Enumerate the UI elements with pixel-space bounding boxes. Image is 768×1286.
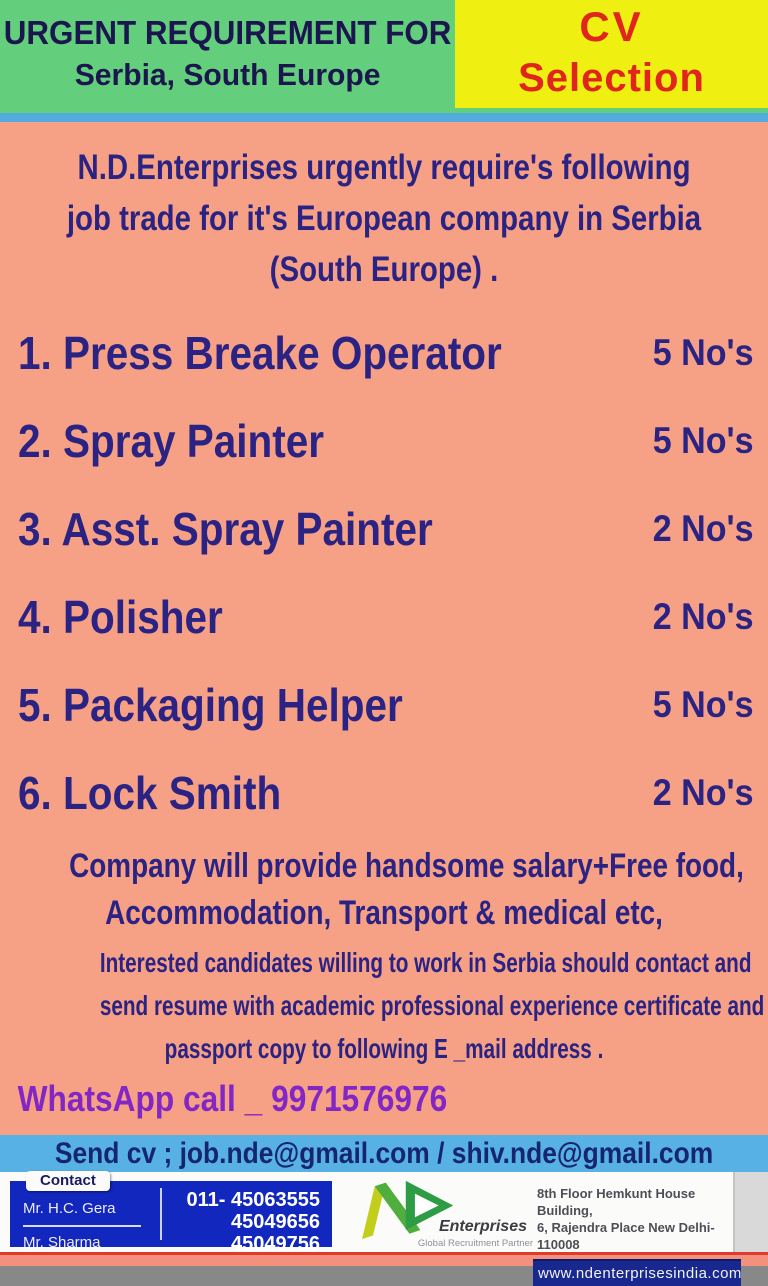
blue-divider — [0, 113, 768, 122]
intro-line-1: N.D.Enterprises urgently require's following — [77, 148, 691, 187]
address-block — [537, 1172, 742, 1282]
job-title: 3. Asst. Spray Painter — [18, 503, 433, 555]
instructions-line-2: send resume with academic professional experience certificate and — [99, 990, 765, 1021]
website-banner: www.ndenterprisesindia.com — [533, 1259, 741, 1286]
job-row — [0, 573, 768, 661]
name-divider — [23, 1225, 141, 1227]
job-row — [0, 749, 768, 837]
phone-number-3: 45049756 — [231, 1233, 320, 1255]
job-row — [0, 309, 768, 397]
poster-body — [0, 122, 768, 1135]
logo-company-name: Enterprises — [438, 1218, 527, 1235]
job-count: 2 No's — [653, 508, 754, 549]
header-subtitle: Serbia, South Europe — [74, 57, 381, 92]
contact-tab-label: Contact — [26, 1171, 110, 1191]
selection-label: Selection — [518, 56, 705, 100]
job-count: 2 No's — [653, 596, 754, 637]
benefits-text — [0, 843, 768, 937]
job-count: 5 No's — [653, 420, 754, 461]
contact-name-2: Mr. Sharma — [23, 1234, 101, 1251]
job-title: 4. Polisher — [18, 591, 223, 643]
application-instructions — [0, 941, 768, 1070]
job-title: 5. Packaging Helper — [18, 679, 403, 731]
header-title-block — [0, 0, 455, 106]
intro-line-3: (South Europe) . — [269, 250, 499, 289]
job-title: 2. Spray Painter — [18, 415, 324, 467]
whatsapp-contact-line: WhatsApp call _ 9971576976 — [17, 1078, 448, 1119]
benefits-line-2: Accommodation, Transport & medical etc, — [105, 894, 663, 932]
job-title: 1. Press Breake Operator — [18, 327, 502, 379]
instructions-line-3: passport copy to following E _mail address . — [164, 1033, 604, 1064]
address-line-2: 6, Rajendra Place New Delhi-110008 — [537, 1220, 715, 1252]
header-title: URGENT REQUIREMENT FOR — [3, 14, 452, 51]
contact-phones — [160, 1188, 332, 1255]
phone-number-1: 011- 45063555 — [186, 1189, 320, 1211]
contact-name-1: Mr. H.C. Gera — [23, 1200, 116, 1217]
contact-card — [10, 1172, 332, 1255]
footer — [0, 1172, 768, 1282]
send-cv-email-line: Send cv ; job.nde@gmail.com / shiv.nde@gmail.com — [54, 1136, 714, 1170]
intro-text — [0, 122, 768, 295]
job-row — [0, 485, 768, 573]
job-count: 5 No's — [653, 332, 754, 373]
job-count: 2 No's — [653, 772, 754, 813]
logo-tagline: Global Recruitment Partner — [417, 1238, 533, 1249]
job-list — [0, 309, 768, 837]
job-title: 6. Lock Smith — [18, 767, 282, 819]
job-row — [0, 397, 768, 485]
email-strip — [0, 1135, 768, 1172]
cv-selection-badge — [455, 0, 768, 108]
header-banner — [0, 0, 768, 113]
cv-label: CV — [579, 3, 644, 50]
job-count: 5 No's — [653, 684, 754, 725]
page-edge — [733, 1172, 768, 1252]
phone-number-2: 45049656 — [231, 1211, 320, 1233]
address-line-1: 8th Floor Hemkunt House Building, — [537, 1186, 696, 1218]
nd-enterprises-logo — [332, 1172, 537, 1252]
benefits-line-1: Company will provide handsome salary+Free food, — [69, 847, 744, 885]
job-row — [0, 661, 768, 749]
intro-line-2: job trade for it's European company in Serbia — [66, 199, 702, 238]
instructions-line-1: Interested candidates willing to work in Serbia should contact and — [99, 947, 752, 978]
